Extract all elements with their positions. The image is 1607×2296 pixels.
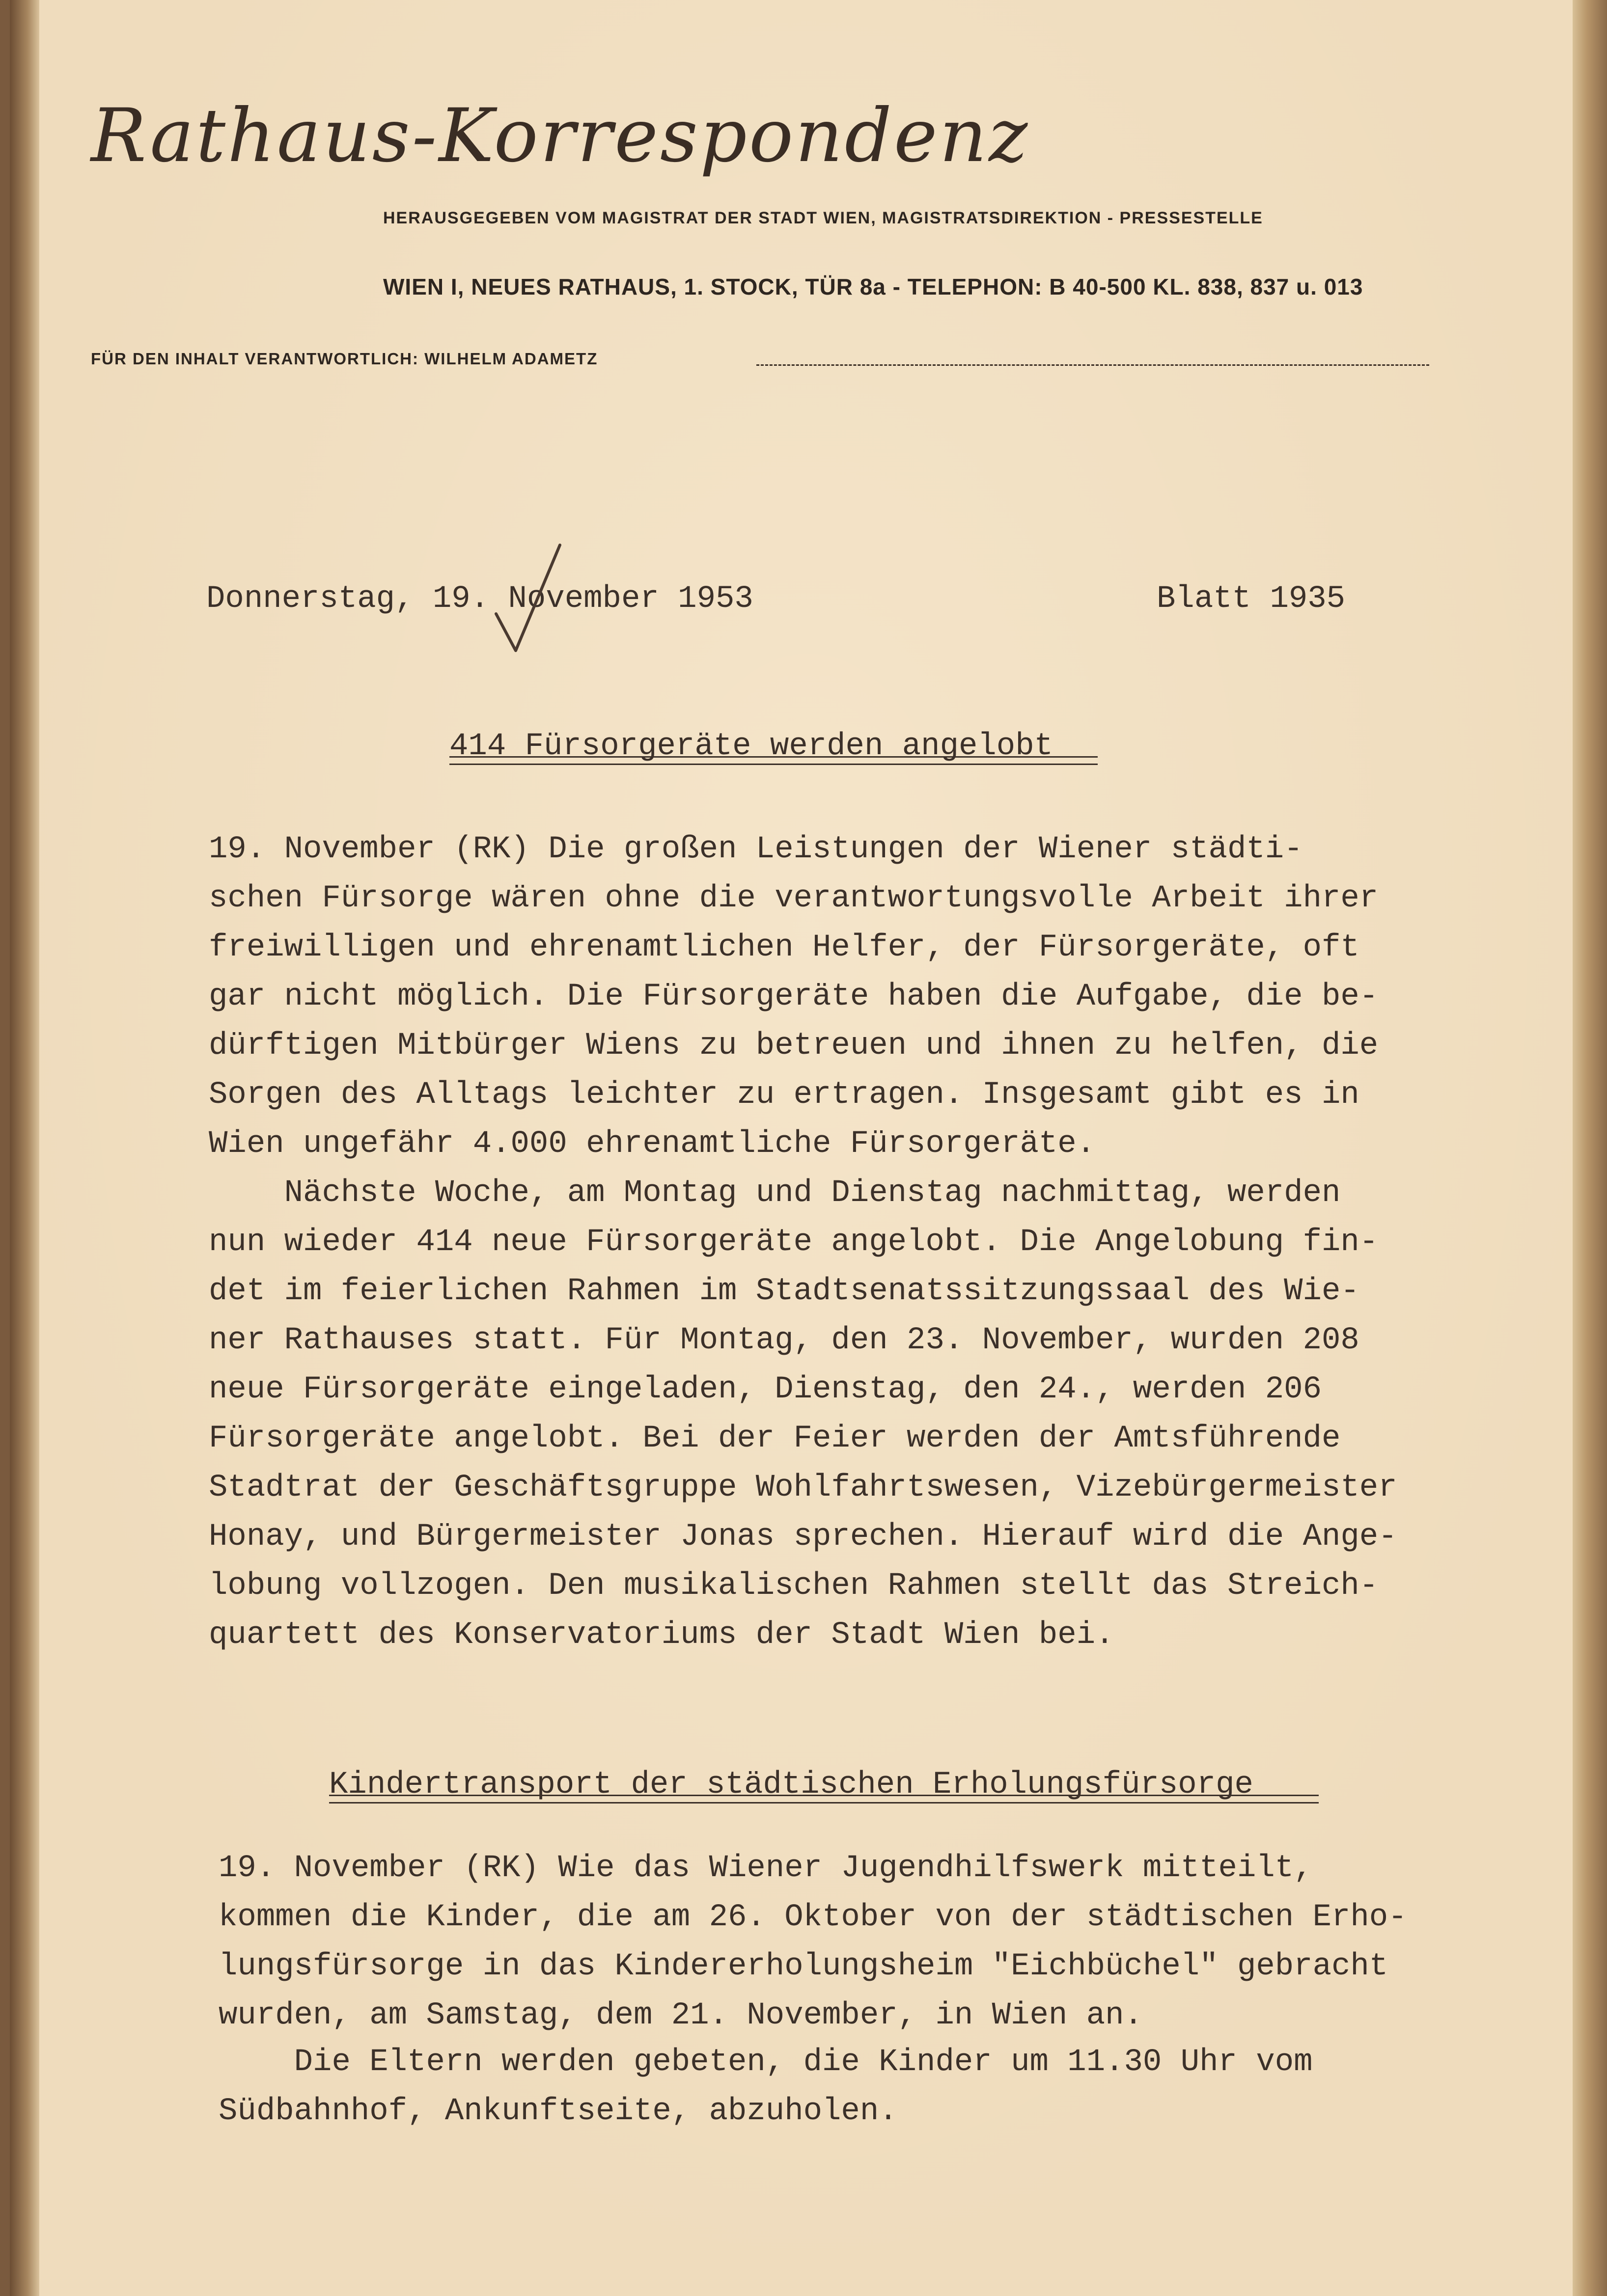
text-line: dürftigen Mitbürger Wiens zu betreuen und ihnen zu helfen, die xyxy=(209,1028,1379,1064)
article-2-title: Kindertransport der städtischen Erholungsfürsorge xyxy=(329,1767,1253,1803)
responsible-line: FÜR DEN INHALT VERANTWORTLICH: WILHELM ADAMETZ xyxy=(91,350,598,368)
text-line: schen Fürsorge wären ohne die verantwortungsvolle Arbeit ihrer xyxy=(209,881,1379,916)
text-line: Stadtrat der Geschäftsgruppe Wohlfahrtswesen, Vizebürgermeister xyxy=(209,1470,1397,1505)
article-1-title: 414 Fürsorgeräte werden angelobt xyxy=(449,729,1053,764)
text-line: nun wieder 414 neue Fürsorgeräte angelobt. Die Angelobung fin- xyxy=(209,1225,1379,1260)
checkmark-icon xyxy=(491,540,570,658)
text-line: kommen die Kinder, die am 26. Oktober von der städtischen Erho- xyxy=(219,1900,1407,1935)
responsible-rule xyxy=(756,364,1429,366)
text-line: Sorgen des Alltags leichter zu ertragen. Insgesamt gibt es in xyxy=(209,1077,1359,1113)
text-line: Fürsorgeräte angelobt. Bei der Feier werden der Amtsführende xyxy=(209,1421,1341,1456)
article-1-title-underline xyxy=(449,756,1098,765)
document-page xyxy=(10,0,1607,2296)
text-line: Die Eltern werden gebeten, die Kinder um 11.30 Uhr vom xyxy=(219,2045,1313,2080)
text-line: Südbahnhof, Ankunftseite, abzuholen. xyxy=(219,2094,898,2129)
article-2-title-underline xyxy=(329,1795,1319,1804)
text-line: neue Fürsorgeräte eingeladen, Dienstag, den 24., werden 206 xyxy=(209,1372,1322,1407)
text-line: det im feierlichen Rahmen im Stadtsenatssitzungssaal des Wie- xyxy=(209,1274,1359,1309)
sheet-number: Blatt 1935 xyxy=(1157,581,1346,617)
text-line: 19. November (RK) Wie das Wiener Jugendhilfswerk mitteilt, xyxy=(219,1851,1313,1886)
text-line: lobung vollzogen. Den musikalischen Rahmen stellt das Streich- xyxy=(209,1568,1379,1604)
text-line: Honay, und Bürgermeister Jonas sprechen. Hierauf wird die Ange- xyxy=(209,1519,1397,1555)
article-2-paragraph-1 xyxy=(219,1844,1407,2040)
article-1-paragraph-2 xyxy=(209,1169,1397,1660)
masthead-title: Rathaus-Korrespondenz xyxy=(91,93,1030,179)
text-line: lungsfürsorge in das Kindererholungsheim "Eichbüchel" gebracht xyxy=(219,1949,1388,1984)
text-line: Nächste Woche, am Montag und Dienstag nachmittag, werden xyxy=(209,1175,1341,1211)
publisher-line: HERAUSGEGEBEN VOM MAGISTRAT DER STADT WIEN, MAGISTRATSDIREKTION - PRESSESTELLE xyxy=(383,209,1263,227)
dateline-date: Donnerstag, 19. November 1953 xyxy=(206,581,753,617)
article-2-paragraph-2 xyxy=(219,2038,1313,2136)
text-line: wurden, am Samstag, dem 21. November, in Wien an. xyxy=(219,1998,1143,2033)
text-line: gar nicht möglich. Die Fürsorgeräte haben die Aufgabe, die be- xyxy=(209,979,1379,1014)
page-edge xyxy=(1573,0,1607,2296)
text-line: 19. November (RK) Die großen Leistungen der Wiener städti- xyxy=(209,832,1303,867)
text-line: quartett des Konservatoriums der Stadt Wien bei. xyxy=(209,1617,1114,1653)
binding-spine xyxy=(10,0,39,2296)
article-1-paragraph-1 xyxy=(209,825,1378,1169)
address-line: WIEN I, NEUES RATHAUS, 1. STOCK, TÜR 8a - TELEPHON: B 40-500 KL. 838, 837 u. 013 xyxy=(383,274,1363,300)
text-line: freiwilligen und ehrenamtlichen Helfer, der Fürsorgeräte, oft xyxy=(209,930,1359,965)
text-line: ner Rathauses statt. Für Montag, den 23. November, wurden 208 xyxy=(209,1323,1359,1358)
text-line: Wien ungefähr 4.000 ehrenamtliche Fürsorgeräte. xyxy=(209,1126,1096,1162)
